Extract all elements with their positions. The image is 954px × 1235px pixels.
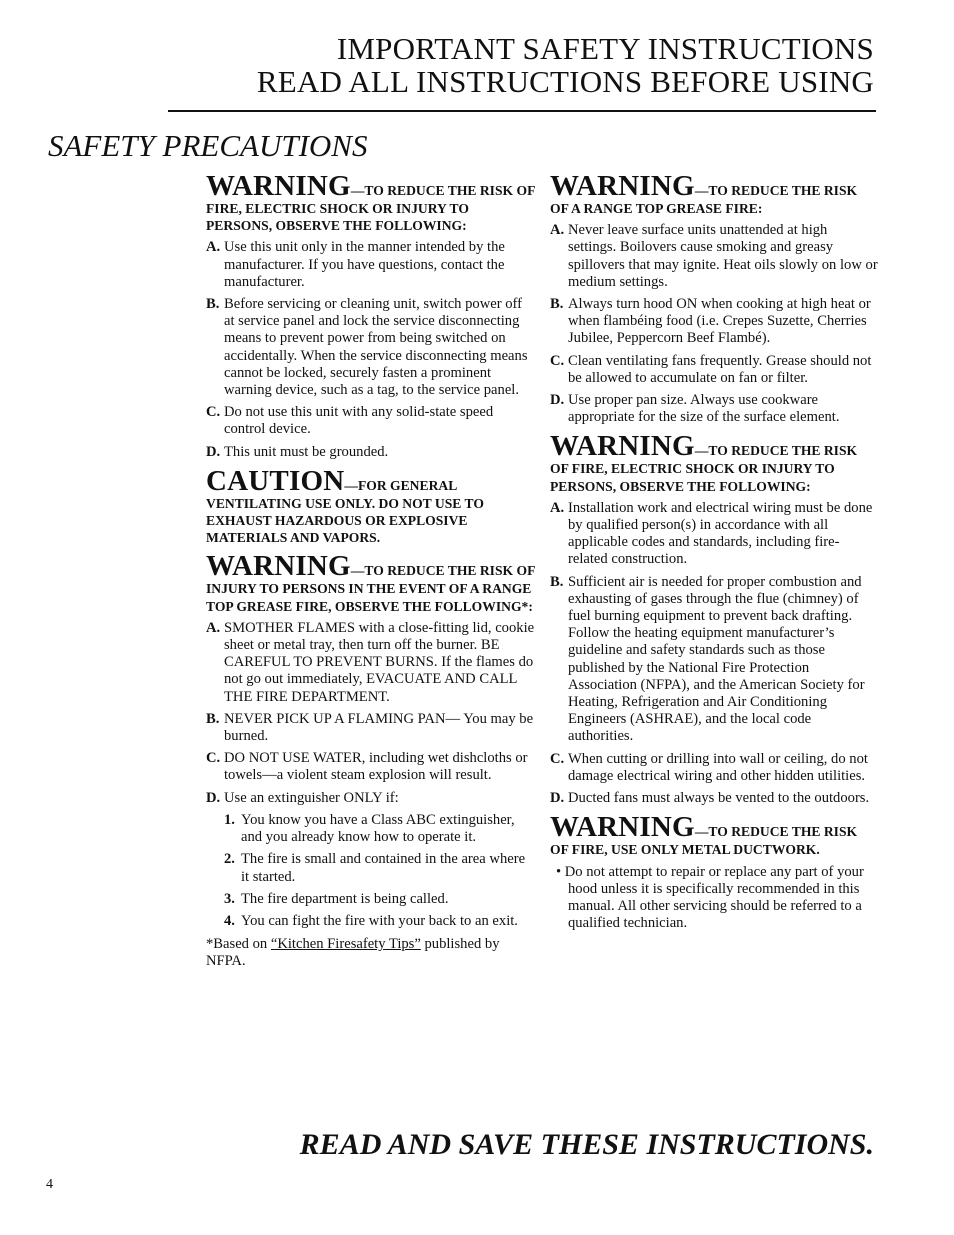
header-line-1: IMPORTANT SAFETY INSTRUCTIONS	[336, 31, 874, 66]
item-text: Use this unit only in the manner intended by the manufacturer. If you have questions, contact the manufacturer.	[224, 239, 505, 290]
item-text: SMOTHER FLAMES with a close-fitting lid, cookie sheet or metal tray, then turn off the burner. BE CAREFUL TO PREVENT BURNS. If the flames do not go out immediately, EVACUATE AND CALL THE FIRE DEPARTMENT.	[224, 619, 535, 705]
footnote-reference-link: “Kitchen Firesafety Tips”	[270, 936, 421, 953]
section-title: SAFETY PRECAUTIONS	[48, 128, 368, 163]
item-text: This unit must be grounded.	[224, 443, 389, 460]
item-text: Do not use this unit with any solid-state speed control device.	[224, 404, 494, 438]
list-item	[206, 711, 536, 745]
save-instructions-banner: READ AND SAVE THESE INSTRUCTIONS.	[299, 1128, 874, 1161]
item-text: Installation work and electrical wiring must be done by qualified person(s) in accordance with all applicable codes and standards, including fire-related construction.	[568, 499, 873, 568]
list-item	[550, 751, 878, 785]
item-marker: D.	[550, 790, 565, 807]
sub-item-marker: 2.	[224, 851, 235, 868]
item-text: Clean ventilating fans frequently. Grease should not be allowed to accumulate on fan or filter.	[568, 352, 872, 386]
warning-heading	[550, 172, 878, 217]
item-marker: B.	[206, 710, 220, 727]
right-column	[550, 172, 878, 938]
sub-item-marker: 4.	[224, 912, 235, 929]
warning-block-grease-fire-injury	[206, 552, 536, 970]
page-number: 4	[46, 1177, 53, 1192]
list-item	[550, 353, 878, 387]
warning-block-fire-shock	[206, 172, 536, 461]
list-item	[206, 620, 536, 706]
warning-block-installation	[550, 432, 878, 807]
sub-list-item	[206, 812, 536, 846]
item-marker: B.	[550, 296, 564, 313]
warning-label: WARNING	[206, 550, 351, 583]
warning-text: —TO REDUCE THE RISK OF FIRE, ELECTRIC SHOCK OR INJURY TO PERSONS, OBSERVE THE FOLLOWING:	[206, 183, 535, 234]
warning-text: —TO REDUCE THE RISK OF INJURY TO PERSONS IN THE EVENT OF A RANGE TOP GREASE FIRE, OBSERVE THE FOLLOWING*:	[206, 563, 535, 614]
item-text: Use proper pan size. Always use cookware appropriate for the size of the surface element.	[568, 392, 840, 426]
item-text: Always turn hood ON when cooking at high heat or when flambéing food (i.e. Crepes Suzette, Cherries Jubilee, Peppercorn Beef Flambé).	[568, 296, 871, 347]
item-marker: A.	[550, 222, 565, 239]
item-marker: B.	[550, 573, 564, 590]
item-marker: C.	[550, 750, 565, 767]
warning-block-range-top-grease-fire	[550, 172, 878, 426]
item-text: Use an extinguisher ONLY if:	[224, 789, 399, 806]
warning-text: —TO REDUCE THE RISK OF A RANGE TOP GREASE FIRE:	[550, 183, 858, 216]
item-marker: A.	[206, 239, 221, 256]
item-text: DO NOT USE WATER, including wet dishcloths or towels—a violent steam explosion will result.	[224, 750, 528, 784]
warning-label: WARNING	[550, 170, 695, 202]
item-text: Before servicing or cleaning unit, switch power off at service panel and lock the service disconnecting means to prevent power from being switched on accidentally. When the service disconnecting means cannot be locked, securely fasten a prominent warning device, such as a tag, to the service panel.	[224, 296, 528, 399]
item-text: NEVER PICK UP A FLAMING PAN— You may be burned.	[224, 710, 534, 745]
sub-item-marker: 3.	[224, 890, 235, 907]
sub-item-text: You know you have a Class ABC extinguisher, and you already know how to operate it.	[241, 811, 515, 846]
list-item	[206, 444, 536, 461]
footnote-prefix: *Based on	[206, 936, 271, 953]
item-marker: A.	[550, 499, 565, 516]
sub-list-item	[206, 851, 536, 885]
caution-heading	[206, 464, 536, 547]
sub-item-text: You can fight the fire with your back to an exit.	[241, 912, 518, 929]
sub-list-item	[206, 913, 536, 930]
item-marker: C.	[206, 750, 221, 767]
caution-text: —FOR GENERAL VENTILATING USE ONLY. DO NOT USE TO EXHAUST HAZARDOUS OR EXPLOSIVE MATERIALS AND VAPORS.	[206, 477, 484, 546]
sub-item-text: The fire department is being called.	[241, 890, 449, 907]
item-text: When cutting or drilling into wall or ceiling, do not damage electrical wiring and other hidden utilities.	[568, 750, 868, 784]
footnote-suffix: published by NFPA.	[206, 936, 500, 970]
item-marker: D.	[550, 392, 565, 409]
warning-heading	[206, 552, 536, 614]
sub-list-item	[206, 891, 536, 908]
caution-label: CAUTION	[206, 464, 345, 497]
list-item	[550, 500, 878, 569]
list-item	[550, 222, 878, 291]
bullet-item: • Do not attempt to repair or replace any part of your hood unless it is specifically recommended in this manual. All other servicing should be referred to a qualified technician.	[556, 863, 864, 932]
warning-heading	[550, 813, 878, 858]
warning-heading	[206, 172, 536, 234]
sub-item-text: The fire is small and contained in the area where it started.	[241, 851, 526, 885]
list-item	[206, 750, 536, 784]
list-item	[206, 239, 536, 291]
warning-block-metal-ductwork	[550, 813, 878, 932]
warning-label: WARNING	[206, 170, 351, 202]
list-item	[550, 574, 878, 746]
item-text: Ducted fans must always be vented to the outdoors.	[568, 790, 870, 807]
item-marker: B.	[206, 296, 220, 313]
sub-item-marker: 1.	[224, 811, 235, 828]
warning-label: WARNING	[550, 430, 695, 463]
left-column	[206, 172, 536, 977]
item-marker: D.	[206, 789, 221, 806]
item-marker: D.	[206, 443, 221, 460]
list-item	[206, 790, 536, 807]
item-marker: C.	[206, 404, 221, 421]
list-item	[206, 296, 536, 399]
header-rule	[168, 110, 876, 112]
list-item	[550, 790, 878, 807]
item-text: Never leave surface units unattended at high settings. Boilovers cause smoking and greasy spillovers that may ignite. Heat oils slowly on low or medium settings.	[568, 222, 878, 290]
warning-text: —TO REDUCE THE RISK OF FIRE, USE ONLY METAL DUCTWORK.	[550, 824, 858, 858]
warning-heading	[550, 432, 878, 494]
footnote	[206, 936, 536, 970]
warning-text: —TO REDUCE THE RISK OF FIRE, ELECTRIC SHOCK OR INJURY TO PERSONS, OBSERVE THE FOLLOWING:	[550, 443, 858, 494]
list-item	[206, 404, 536, 438]
warning-label: WARNING	[550, 811, 695, 844]
list-item	[550, 296, 878, 348]
item-text: Sufficient air is needed for proper combustion and exhausting of gases through the flue (chimney) of fuel burning equipment to prevent back drafting. Follow the heating equipment manufacturer’s guideline and safety standards such as those published by the National Fire Protection Association (NFPA), and the American Society for Heating, Refrigeration and Air Conditioning Engineers (ASHRAE), and the local code authorities.	[568, 573, 865, 745]
item-marker: C.	[550, 352, 565, 369]
caution-block	[206, 464, 536, 547]
list-item	[550, 392, 878, 426]
item-marker: A.	[206, 619, 221, 636]
header-line-2: READ ALL INSTRUCTIONS BEFORE USING	[256, 64, 874, 99]
page-header	[257, 32, 874, 98]
